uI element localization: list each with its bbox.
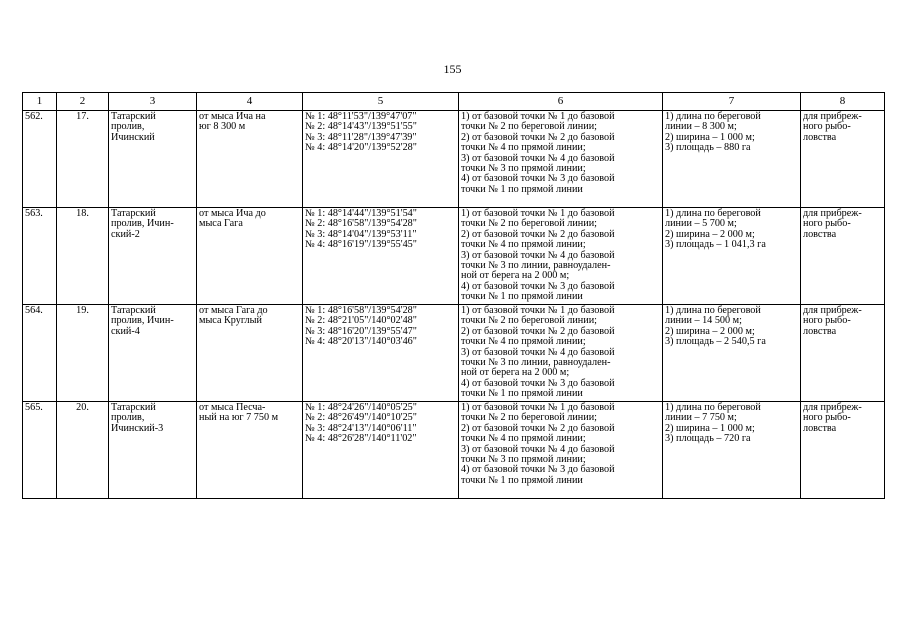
table-row: [23, 208, 885, 305]
area-number: 19.: [57, 305, 109, 402]
boundary-description: 1) от базовой точки № 1 до базовой точки № 2 по береговой линии; 2) от базовой точки № 2 до базовой точки № 4 по прямой линии; 3) от базовой точки № 4 до базовой точки № 3 по линии, равноудален- ной от берега на 2 000 м; 4) от базовой точки № 3 до базовой точки № 1 по прямой линии: [459, 305, 663, 402]
boundary-description: 1) от базовой точки № 1 до базовой точки № 2 по береговой линии; 2) от базовой точки № 2 до базовой точки № 4 по прямой линии; 3) от базовой точки № 4 до базовой точки № 3 по линии, равноудален- ной от берега на 2 000 м; 4) от базовой точки № 3 до базовой точки № 1 по прямой линии: [459, 208, 663, 305]
area-number: 18.: [57, 208, 109, 305]
column-header: 7: [663, 93, 801, 111]
area-name: Татарский пролив, Ичинский: [109, 111, 197, 208]
boundary-description: 1) от базовой точки № 1 до базовой точки № 2 по береговой линии; 2) от базовой точки № 2 до базовой точки № 4 по прямой линии; 3) от базовой точки № 4 до базовой точки № 3 по прямой линии; 4) от базовой точки № 3 до базовой точки № 1 по прямой линии: [459, 402, 663, 499]
column-header: 6: [459, 93, 663, 111]
area-name: Татарский пролив, Ичинский-3: [109, 402, 197, 499]
coordinates: № 1: 48°16'58"/139°54'28" № 2: 48°21'05"/140°02'48" № 3: 48°16'20"/139°55'47" № 4: 48°20'13"/140°03'46": [303, 305, 459, 402]
purpose: для прибреж- ного рыбо- ловства: [801, 111, 885, 208]
area-dimensions: 1) длина по береговой линии – 7 750 м; 2) ширина – 1 000 м; 3) площадь – 720 га: [663, 402, 801, 499]
row-number: 565.: [23, 402, 57, 499]
boundary-description: 1) от базовой точки № 1 до базовой точки № 2 по береговой линии; 2) от базовой точки № 2 до базовой точки № 4 по прямой линии; 3) от базовой точки № 4 до базовой точки № 3 по прямой линии; 4) от базовой точки № 3 до базовой точки № 1 по прямой линии: [459, 111, 663, 208]
area-location: от мыса Ича до мыса Гага: [197, 208, 303, 305]
row-number: 562.: [23, 111, 57, 208]
area-number: 20.: [57, 402, 109, 499]
table-row: [23, 402, 885, 499]
area-number: 17.: [57, 111, 109, 208]
area-name: Татарский пролив, Ичин- ский-4: [109, 305, 197, 402]
table-row: [23, 111, 885, 208]
row-number: 564.: [23, 305, 57, 402]
table-row: [23, 305, 885, 402]
coordinates: № 1: 48°14'44"/139°51'54" № 2: 48°16'58"/139°54'28" № 3: 48°14'04"/139°53'11" № 4: 48°16'19"/139°55'45": [303, 208, 459, 305]
area-location: от мыса Ича на юг 8 300 м: [197, 111, 303, 208]
column-header: 3: [109, 93, 197, 111]
area-dimensions: 1) длина по береговой линии – 5 700 м; 2) ширина – 2 000 м; 3) площадь – 1 041,3 га: [663, 208, 801, 305]
area-name: Татарский пролив, Ичин- ский-2: [109, 208, 197, 305]
page-number: 155: [443, 62, 462, 76]
purpose: для прибреж- ного рыбо- ловства: [801, 402, 885, 499]
area-location: от мыса Песча- ный на юг 7 750 м: [197, 402, 303, 499]
purpose: для прибреж- ного рыбо- ловства: [801, 305, 885, 402]
area-location: от мыса Гага до мыса Круглый: [197, 305, 303, 402]
area-dimensions: 1) длина по береговой линии – 14 500 м; 2) ширина – 2 000 м; 3) площадь – 2 540,5 га: [663, 305, 801, 402]
column-header: 4: [197, 93, 303, 111]
header-row: [23, 93, 885, 111]
purpose: для прибреж- ного рыбо- ловства: [801, 208, 885, 305]
row-number: 563.: [23, 208, 57, 305]
column-header: 8: [801, 93, 885, 111]
column-header: 2: [57, 93, 109, 111]
area-dimensions: 1) длина по береговой линии – 8 300 м; 2) ширина – 1 000 м; 3) площадь – 880 га: [663, 111, 801, 208]
coordinates: № 1: 48°24'26"/140°05'25" № 2: 48°26'49"/140°10'25" № 3: 48°24'13"/140°06'11" № 4: 48°26'28"/140°11'02": [303, 402, 459, 499]
column-header: 1: [23, 93, 57, 111]
coordinates: № 1: 48°11'53"/139°47'07" № 2: 48°14'43"/139°51'55" № 3: 48°11'28"/139°47'39" № 4: 48°14'20"/139°52'28": [303, 111, 459, 208]
fishing-areas-table: [22, 92, 885, 499]
column-header: 5: [303, 93, 459, 111]
